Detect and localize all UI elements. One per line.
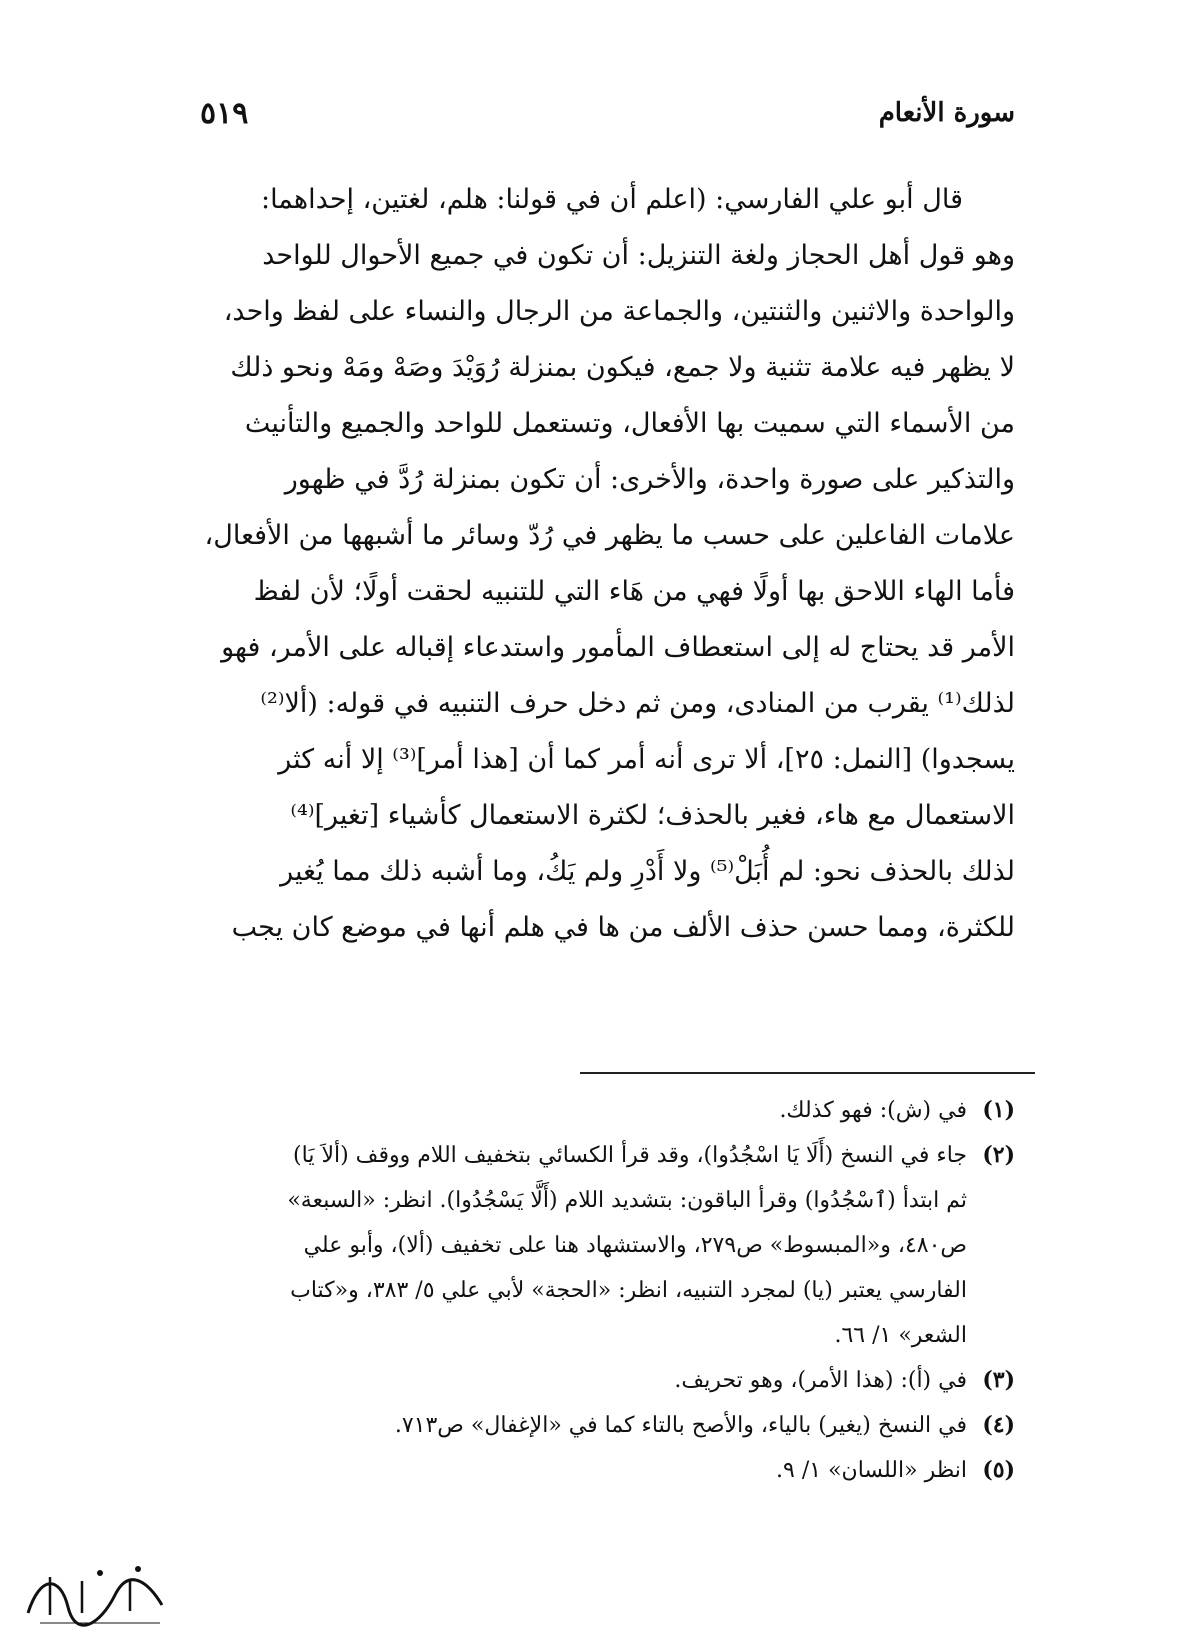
footnote-text: جاء في النسخ (أَلَا يَا اسْجُدُوا)، وقد قرأ الكسائي بتخفيف اللام ووقف (ألاَ يَا) bbox=[293, 1143, 967, 1168]
footnote-text: في (ش): فهو كذلك. bbox=[779, 1098, 967, 1123]
page-number: ٥١٩ bbox=[200, 95, 249, 131]
text-line: يسجدوا) [النمل: ٢٥]، ألا ترى أنه أمر كما أن [هذا أمر]⁽³⁾ إلا أنه كثر bbox=[278, 744, 1015, 775]
footnote-text: الشعر» ١/ ٦٦. bbox=[834, 1323, 967, 1348]
footnote-text: ص٤٨٠، و«المبسوط» ص٢٧٩، والاستشهاد هنا على تخفيف (ألا)، وأبو علي bbox=[303, 1233, 967, 1258]
surah-title: سورة الأنعام bbox=[878, 98, 1015, 128]
text-line: علامات الفاعلين على حسب ما يظهر في رُدّ وسائر ما أشبهها من الأفعال، bbox=[204, 520, 1015, 551]
text-line: فأما الهاء اللاحق بها أولًا فهي من هَاء التي للتنبيه لحقت أولًا؛ لأن لفظ bbox=[253, 576, 1015, 607]
text-line: لذلك بالحذف نحو: لم أُبَلْ⁽⁵⁾ ولا أَدْرِ ولم يَكُ، وما أشبه ذلك مما يُغير bbox=[280, 856, 1015, 887]
footnote-divider bbox=[580, 1072, 1035, 1074]
text-line: من الأسماء التي سميت بها الأفعال، وتستعمل للواحد والجميع والتأنيث bbox=[244, 408, 1015, 439]
watermark-logo bbox=[20, 1555, 170, 1633]
footnote-number: (١) bbox=[982, 1097, 1015, 1123]
footnote-number: (٤) bbox=[982, 1412, 1015, 1438]
footnote bbox=[132, 1448, 1015, 1493]
text-line: لذلك⁽¹⁾ يقرب من المنادى، ومن ثم دخل حرف التنبيه في قوله: (ألا⁽²⁾ bbox=[260, 688, 1015, 719]
page-header bbox=[200, 88, 1015, 138]
text-line: والتذكير على صورة واحدة، والأخرى: أن تكون بمنزلة رُدَّ في ظهور bbox=[284, 464, 1015, 495]
main-text bbox=[132, 172, 1015, 956]
footnotes bbox=[132, 1088, 1015, 1493]
footnote-number: (٥) bbox=[982, 1457, 1015, 1483]
footnote bbox=[132, 1358, 1015, 1403]
footnote-text: في النسخ (يغير) بالياء، والأصح بالتاء كما في «الإغفال» ص٧١٣. bbox=[394, 1413, 967, 1438]
footnote bbox=[132, 1133, 1015, 1358]
footnote-number: (٣) bbox=[982, 1367, 1015, 1393]
text-line: الأمر قد يحتاج له إلى استعطاف المأمور واستدعاء إقباله على الأمر، فهو bbox=[221, 632, 1015, 663]
footnote-text: الفارسي يعتبر (يا) لمجرد التنبيه، انظر: «الحجة» لأبي علي ٥/ ٣٨٣، و«كتاب bbox=[290, 1278, 967, 1303]
text-line: للكثرة، ومما حسن حذف الألف من ها في هلم أنها في موضع كان يجب bbox=[231, 912, 1015, 943]
footnote-text: انظر «اللسان» ١/ ٩. bbox=[776, 1458, 967, 1483]
text-line: لا يظهر فيه علامة تثنية ولا جمع، فيكون بمنزلة رُوَيْدَ وصَهْ ومَهْ ونحو ذلك bbox=[230, 352, 1015, 383]
text-line: قال أبو علي الفارسي: (اعلم أن في قولنا: هلم، لغتين، إحداهما: bbox=[260, 184, 963, 215]
footnote bbox=[132, 1088, 1015, 1133]
footnote bbox=[132, 1403, 1015, 1448]
footnote-text: ثم ابتدأ (ٱسْجُدُوا) وقرأ الباقون: بتشديد اللام (أَلَّا يَسْجُدُوا). انظر: «السبعة» bbox=[287, 1188, 967, 1213]
text-line: والواحدة والاثنين والثنتين، والجماعة من الرجال والنساء على لفظ واحد، bbox=[223, 296, 1015, 327]
footnote-number: (٢) bbox=[982, 1142, 1015, 1168]
footnote-text: في (أ): (هذا الأمر)، وهو تحريف. bbox=[674, 1368, 967, 1393]
text-line: وهو قول أهل الحجاز ولغة التنزيل: أن تكون في جميع الأحوال للواحد bbox=[262, 240, 1015, 271]
text-line: الاستعمال مع هاء، فغير بالحذف؛ لكثرة الاستعمال كأشياء [تغير]⁽⁴⁾ bbox=[290, 800, 1015, 831]
